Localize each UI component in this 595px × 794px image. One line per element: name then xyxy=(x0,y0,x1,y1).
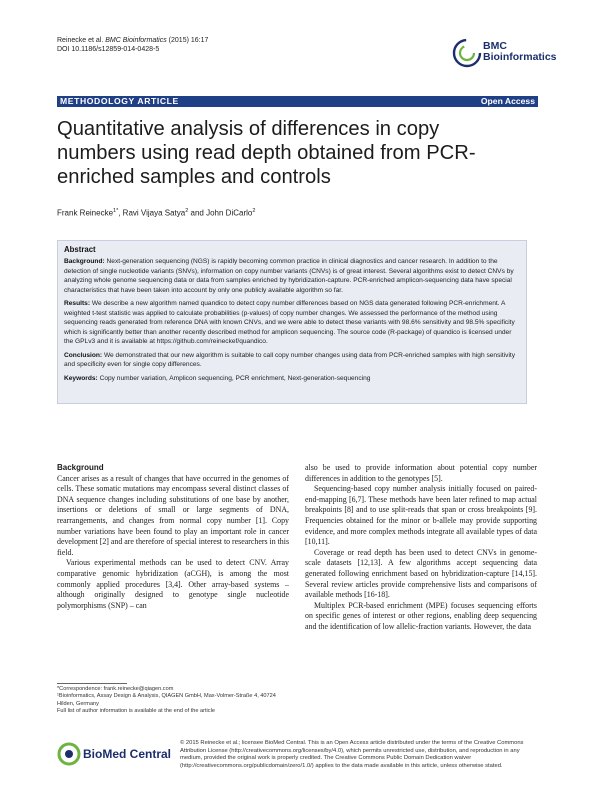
abstract-keywords: Keywords: Copy number variation, Amplicon sequencing, PCR enrichment, Next-generation-sequencing xyxy=(64,374,371,382)
author-2-affil: 2 xyxy=(185,208,189,214)
abstract-background: Background: Next-generation sequencing (NGS) is rapidly becoming common practice in clinical diagnostics and cancer research. In addition to the detection of single nucleotide variants (SNVs), information on copy number variants (CNVs) is of great interest. Several algorithms exist to detect CNVs by analyzing whole genome sequencing data or data from samples enriched by hybridization-capture. PCR-enriched amplicon-sequencing data have special characteristics that have been taken into account by only one publicly available algorithm so far. xyxy=(64,258,514,294)
open-access-label: Open Access xyxy=(480,96,535,106)
header-authors: Reinecke et al. xyxy=(57,37,104,44)
affiliation-note: ¹Bioinformatics, Assay Design & Analysis, QIAGEN GmbH, Max-Volmer-Straße 4, 40724 Hilden, Germany xyxy=(57,693,276,707)
author-2[interactable]: , Ravi Vijaya Satya xyxy=(118,208,186,218)
abstract-results: Results: We describe a new algorithm named quandico to detect copy number differences based on NGS data generated following PCR-enrichment. A weighted t-test statistic was applied to calculate probabilities (p-values) of copy number changes. We assessed the performance of the method using sequencing reads generated from reference DNA with known CNVs, and we were able to detect these variants with 98.6% sensitivity and 98.5% specificity which is significantly better than another recently described method for amplicon sequencing. The source code (R-package) of quandico is licensed under the GPLv3 and it is available at https://github.com/reineckef/quandico. xyxy=(64,300,515,345)
body-paragraph: Various experimental methods can be used to detect CNV. Array comparative genomic hybridization (aCGH), is among the most commonly applied procedures [3,4]. Other array-based systems – although originally designed to genotype single nucleotide polymorphisms (SNP) – can xyxy=(57,558,289,610)
logo-line2: Bioinformatics xyxy=(483,51,557,63)
header-doi[interactable]: DOI 10.1186/s12859-014-0428-5 xyxy=(57,46,160,53)
body-paragraph: Coverage or read depth has been used to detect CNVs in genome-scale datasets [12,13]. A few algorithms accept sequencing data generated following enrichment based on hybridization-capture [14,15]. Several review articles provide comprehensive lists and comparisons of available methods [16-18]. xyxy=(305,547,537,600)
body-paragraph: Multiplex PCR-based enrichment (MPE) focuses sequencing efforts on specific genes of interest or other regions, enabling deep sequencing and the identification of low allelic-fraction variants. However, the data xyxy=(305,600,537,631)
correspondence-email[interactable]: *Correspondence: frank.reinecke@qiagen.com xyxy=(57,686,174,692)
author-3[interactable]: and John DiCarlo xyxy=(188,208,253,218)
author-info-note: Full list of author information is available at the end of the article xyxy=(57,708,215,715)
body-paragraph: also be used to provide information about potential copy number differences in addition to the genotypes [5]. xyxy=(305,463,537,483)
biomed-central-icon xyxy=(57,742,81,766)
journal-logo xyxy=(451,33,561,75)
footnote-divider xyxy=(57,683,127,684)
logo-line1: BMC xyxy=(483,40,507,52)
body-paragraph: Sequencing-based copy number analysis initially focused on paired-end-mapping [6,7]. These methods have been later refined to map actual breakpoints [8] and to use split-reads that span or cross breakpoints [9]. Frequencies obtained for the minor or b-allele may provide supporting evidence, and more complex methods integrate all available types of data [10,11]. xyxy=(305,484,537,547)
abstract-conclusion: Conclusion: We demonstrated that our new algorithm is suitable to call copy number changes using data from PCR-enriched samples with high sensitivity and specificity even for single copy differences. xyxy=(64,351,516,368)
section-heading-background: Background xyxy=(57,463,104,472)
bmc-swoosh-icon xyxy=(451,37,483,69)
header-volume: (2015) 16:17 xyxy=(166,37,209,44)
body-left-column xyxy=(57,463,289,611)
author-list xyxy=(57,208,255,218)
body-right-column xyxy=(305,463,537,633)
abstract-box xyxy=(57,240,527,404)
license-text: © 2015 Reinecke et al.; licensee BioMed Central. This is an Open Access article distributed under the terms of the Creative Commons Attribution License (http://creativecommons.org/licenses/by/4.0), which permits unrestricted use, distribution, and reproduction in any medium, provided the original work is properly credited. The Creative Commons Public Domain Dedication waiver (http://creativecommons.org/publicdomain/zero/1.0/) applies to the data made available in this article, unless otherwise stated. xyxy=(180,740,524,769)
header-journal: BMC Bioinformatics xyxy=(105,37,167,44)
publisher-name: BioMed Central xyxy=(83,747,172,761)
citation-header xyxy=(57,36,208,54)
publisher-logo xyxy=(57,742,172,768)
author-1-affil: 1* xyxy=(113,208,119,214)
abstract-heading: Abstract xyxy=(64,245,96,254)
footnotes xyxy=(57,686,289,716)
author-3-affil: 2 xyxy=(252,208,256,214)
article-type: METHODOLOGY ARTICLE xyxy=(60,96,179,106)
article-type-banner xyxy=(57,96,538,107)
article-title: Quantitative analysis of differences in copy numbers using read depth obtained from PCR-enriched samples and controls xyxy=(57,118,476,188)
author-1[interactable]: Frank Reinecke xyxy=(57,208,114,218)
body-paragraph: Cancer arises as a result of changes that have occurred in the genomes of cells. These somatic mutations may encompass several distinct classes of DNA sequence changes including substitutions of one base by another, insertions or deletions of small or large segments of DNA, rearrangements, and changes from normal copy number [1]. Copy number variations have been found to play an important role in cancer development [2] and are therefore of special interest to researchers in this field. xyxy=(57,473,290,557)
